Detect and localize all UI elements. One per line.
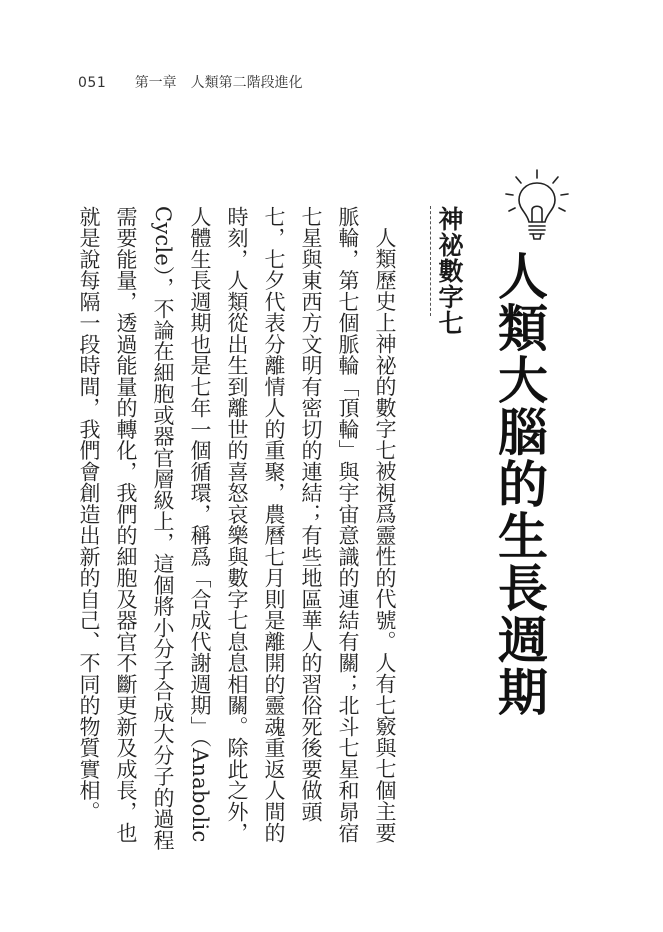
section-divider	[430, 206, 431, 316]
section-heading: 神祕數字七	[435, 206, 464, 336]
running-header	[78, 72, 303, 92]
body-text	[70, 206, 403, 856]
lightbulb-icon	[501, 168, 573, 242]
paragraph: 人類歷史上神祕的數字七被視爲靈性的代號。人有七竅與七個主要脈輪，第七個脈輪「頂輪」與宇宙意識的連結有關；北斗七星和昴宿七星與東西方文明有密切的連結；有些地區華人的習俗死後要做頭七，七夕代表分離情人的重聚，農曆七月則是離開的靈魂重返人間的時刻，人類從出生到離世的喜怒哀樂與數字七息息相關。除此之外，人體生長週期也是七年一個循環，稱爲「合成代謝週期」（Anabolic Cycle），不論在細胞或器官層級上，這個將小分子合成大分子的過程需要能量，透過能量的轉化，我們的細胞及器官不斷更新及成長，也就是說每隔一段時間，我們會創造出新的自己、不同的物質實相。	[77, 206, 397, 851]
page-number: 051	[78, 75, 107, 91]
chapter-main-title: 人類大腦的生長週期	[490, 250, 549, 718]
chapter-title: 第一章 人類第二階段進化	[134, 75, 303, 91]
